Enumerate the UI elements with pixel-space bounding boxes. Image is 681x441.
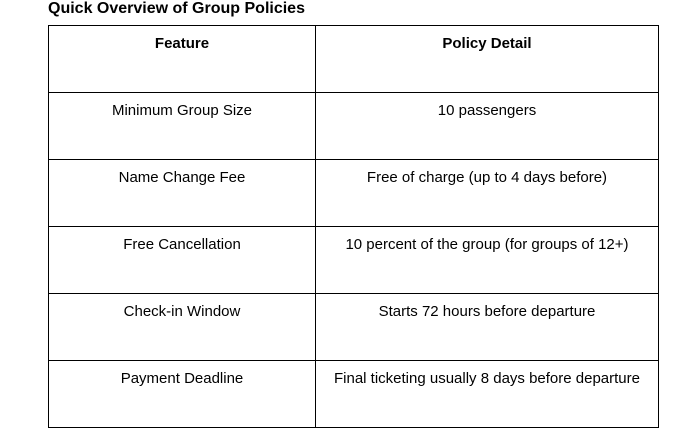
column-header-policy-detail: Policy Detail [316, 26, 659, 93]
table-row [49, 227, 659, 294]
page-title: Quick Overview of Group Policies [48, 0, 305, 17]
policy-detail-cell: 10 passengers [316, 93, 659, 160]
policy-table [48, 25, 659, 428]
table-row [49, 294, 659, 361]
policy-detail-cell: Final ticketing usually 8 days before departure [316, 361, 659, 428]
policy-detail-cell: 10 percent of the group (for groups of 12+) [316, 227, 659, 294]
feature-cell: Check-in Window [49, 294, 316, 361]
feature-cell: Payment Deadline [49, 361, 316, 428]
table-row [49, 160, 659, 227]
table-header-row [49, 26, 659, 93]
policy-detail-cell: Starts 72 hours before departure [316, 294, 659, 361]
policy-detail-cell: Free of charge (up to 4 days before) [316, 160, 659, 227]
feature-cell: Minimum Group Size [49, 93, 316, 160]
feature-cell: Free Cancellation [49, 227, 316, 294]
feature-cell: Name Change Fee [49, 160, 316, 227]
table-row [49, 93, 659, 160]
table-row [49, 361, 659, 428]
column-header-feature: Feature [49, 26, 316, 93]
